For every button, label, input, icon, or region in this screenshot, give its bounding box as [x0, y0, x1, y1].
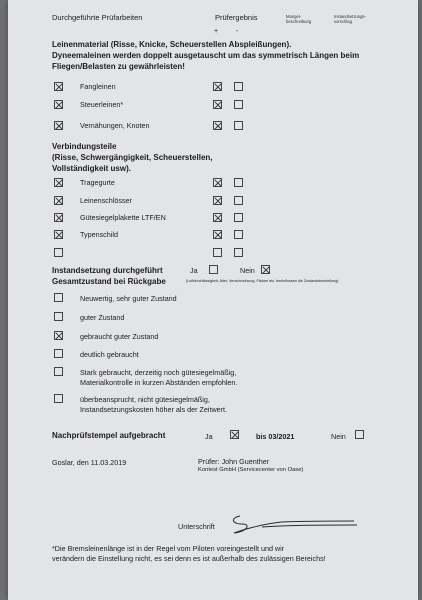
condition-label-used-good: gebraucht guter Zustand — [80, 332, 159, 341]
item-label-guetesiegel: Gütesiegelplakette LTF/EN — [80, 213, 166, 222]
condition-label-new: Neuwertig, sehr guter Zustand — [80, 294, 177, 303]
checkbox-guetesiegel-plus[interactable] — [213, 213, 222, 222]
column-header-work: Durchgeführte Prüfarbeiten — [52, 13, 143, 22]
checkbox-leinenschloesser-minus[interactable] — [234, 196, 243, 205]
inspector-company: Kontest GmbH (Servicecenter von Oase) — [198, 467, 304, 473]
checkbox-guetesiegel[interactable] — [54, 213, 63, 222]
section-note-dyneema: Dyneemaleinen werden doppelt ausgetauscht um das symmetrisch Längen beim — [52, 51, 360, 60]
column-header-defect: Mangel- beschreibung — [286, 14, 312, 24]
checkbox-guetesiegel-minus[interactable] — [234, 213, 243, 222]
checkbox-fangleinen[interactable] — [54, 82, 63, 91]
section-note-dyneema-2: Fliegen/Belasten zu gewährleisten! — [52, 62, 185, 71]
footnote-line-1: *Die Bremsleinenlänge ist in der Regel vom Piloten voreingestellt und wir — [52, 544, 285, 553]
item-label-vernaehungen: Vernähungen, Knoten — [80, 121, 150, 130]
condition-label-clearly-used: deutlich gebraucht — [80, 350, 139, 359]
place-date: Goslar, den 11.03.2019 — [52, 458, 127, 467]
checkbox-fangleinen-minus[interactable] — [234, 82, 243, 91]
item-label-fangleinen: Fangleinen — [80, 82, 116, 91]
section-heading-lines: Leinenmaterial (Risse, Knicke, Scheuerstellen Abspleißungen). — [52, 40, 292, 49]
checkbox-steuerleinen-plus[interactable] — [213, 100, 222, 109]
checkbox-empty-item-plus[interactable] — [213, 248, 222, 257]
checkbox-condition-clearly-used[interactable] — [54, 349, 63, 358]
checkbox-fangleinen-plus[interactable] — [213, 82, 222, 91]
checkbox-tragegurte-plus[interactable] — [213, 178, 222, 187]
repair-done-label: Instandsetzung durchgeführt — [52, 266, 163, 275]
column-header-result: Prüfergebnis — [215, 13, 258, 22]
inspector-name: Prüfer: John Guenther — [198, 457, 270, 466]
checkbox-condition-new[interactable] — [54, 293, 63, 302]
condition-label-overstrained-1: überbeansprucht, nicht gütesiegelmäßig, — [80, 395, 210, 404]
condition-label-overstrained-2: Instandsetzungskosten höher als der Zeitwert. — [80, 405, 228, 414]
item-label-leinenschloesser: Leinenschlösser — [80, 196, 132, 205]
checkbox-vernaehungen-plus[interactable] — [213, 121, 222, 130]
section-heading-connectors: Verbindungsteile — [52, 142, 117, 151]
signature-label: Unterschrift — [178, 522, 215, 531]
checkbox-condition-heavily-used[interactable] — [54, 367, 63, 376]
checkbox-steuerleinen-minus[interactable] — [234, 100, 243, 109]
checkbox-empty-item-minus[interactable] — [234, 248, 243, 257]
checkbox-typenschild-minus[interactable] — [234, 230, 243, 239]
checkbox-tragegurte-minus[interactable] — [234, 178, 243, 187]
checkbox-condition-good[interactable] — [54, 312, 63, 321]
checkbox-condition-overstrained[interactable] — [54, 394, 63, 403]
overall-condition-hint: (Luftdurchlässigkeit, Alter, Verschmutzung, Flicken etc. beeinflussen die Zustandsbeurteilung) — [186, 279, 339, 283]
checkbox-repair-no[interactable] — [261, 265, 270, 274]
checkbox-leinenschloesser[interactable] — [54, 196, 63, 205]
plus-column-label: + — [214, 28, 219, 35]
column-header-repair: Instandsetzungs- vorschlag — [334, 14, 366, 24]
minus-column-label: - — [236, 28, 239, 35]
stamp-yes-label: Ja — [205, 432, 213, 441]
stamp-applied-label: Nachprüfstempel aufgebracht — [52, 431, 166, 440]
repair-done-yes-label: Ja — [190, 266, 198, 275]
checkbox-condition-used-good[interactable] — [54, 331, 63, 340]
condition-label-good: guter Zustand — [80, 313, 125, 322]
handwritten-signature — [222, 512, 362, 536]
checkbox-typenschild[interactable] — [54, 230, 63, 239]
condition-label-heavily-used-2: Materialkontrolle in kurzen Abständen empfohlen. — [80, 378, 238, 387]
stamp-valid-until: bis 03/2021 — [256, 432, 295, 441]
inspection-form-page — [8, 0, 418, 600]
repair-done-no-label: Nein — [240, 266, 255, 275]
checkbox-stamp-yes[interactable] — [230, 430, 239, 439]
checkbox-tragegurte[interactable] — [54, 178, 63, 187]
item-label-typenschild: Typenschild — [80, 230, 118, 239]
stamp-no-label: Nein — [331, 432, 346, 441]
item-label-tragegurte: Tragegurte — [80, 178, 115, 187]
footnote-line-2: verändern die Einstellung nicht, es sei denn es ist außerhalb des zulässigen Bereichs! — [52, 554, 326, 563]
condition-label-heavily-used-1: Stark gebraucht, derzeitig noch gütesiegelmäßig, — [80, 368, 237, 377]
item-label-steuerleinen: Steuerleinen* — [80, 100, 124, 109]
checkbox-leinenschloesser-plus[interactable] — [213, 196, 222, 205]
checkbox-vernaehungen-minus[interactable] — [234, 121, 243, 130]
checkbox-steuerleinen[interactable] — [54, 100, 63, 109]
checkbox-repair-yes[interactable] — [209, 265, 218, 274]
section-heading-connectors-2: (Risse, Schwergängigkeit, Scheuerstellen, — [52, 153, 213, 162]
checkbox-empty-item[interactable] — [54, 248, 63, 257]
section-heading-connectors-3: Vollständigkeit usw). — [52, 164, 131, 173]
checkbox-typenschild-plus[interactable] — [213, 230, 222, 239]
checkbox-vernaehungen[interactable] — [54, 121, 63, 130]
overall-condition-label: Gesamtzustand bei Rückgabe — [52, 277, 166, 286]
checkbox-stamp-no[interactable] — [355, 430, 364, 439]
